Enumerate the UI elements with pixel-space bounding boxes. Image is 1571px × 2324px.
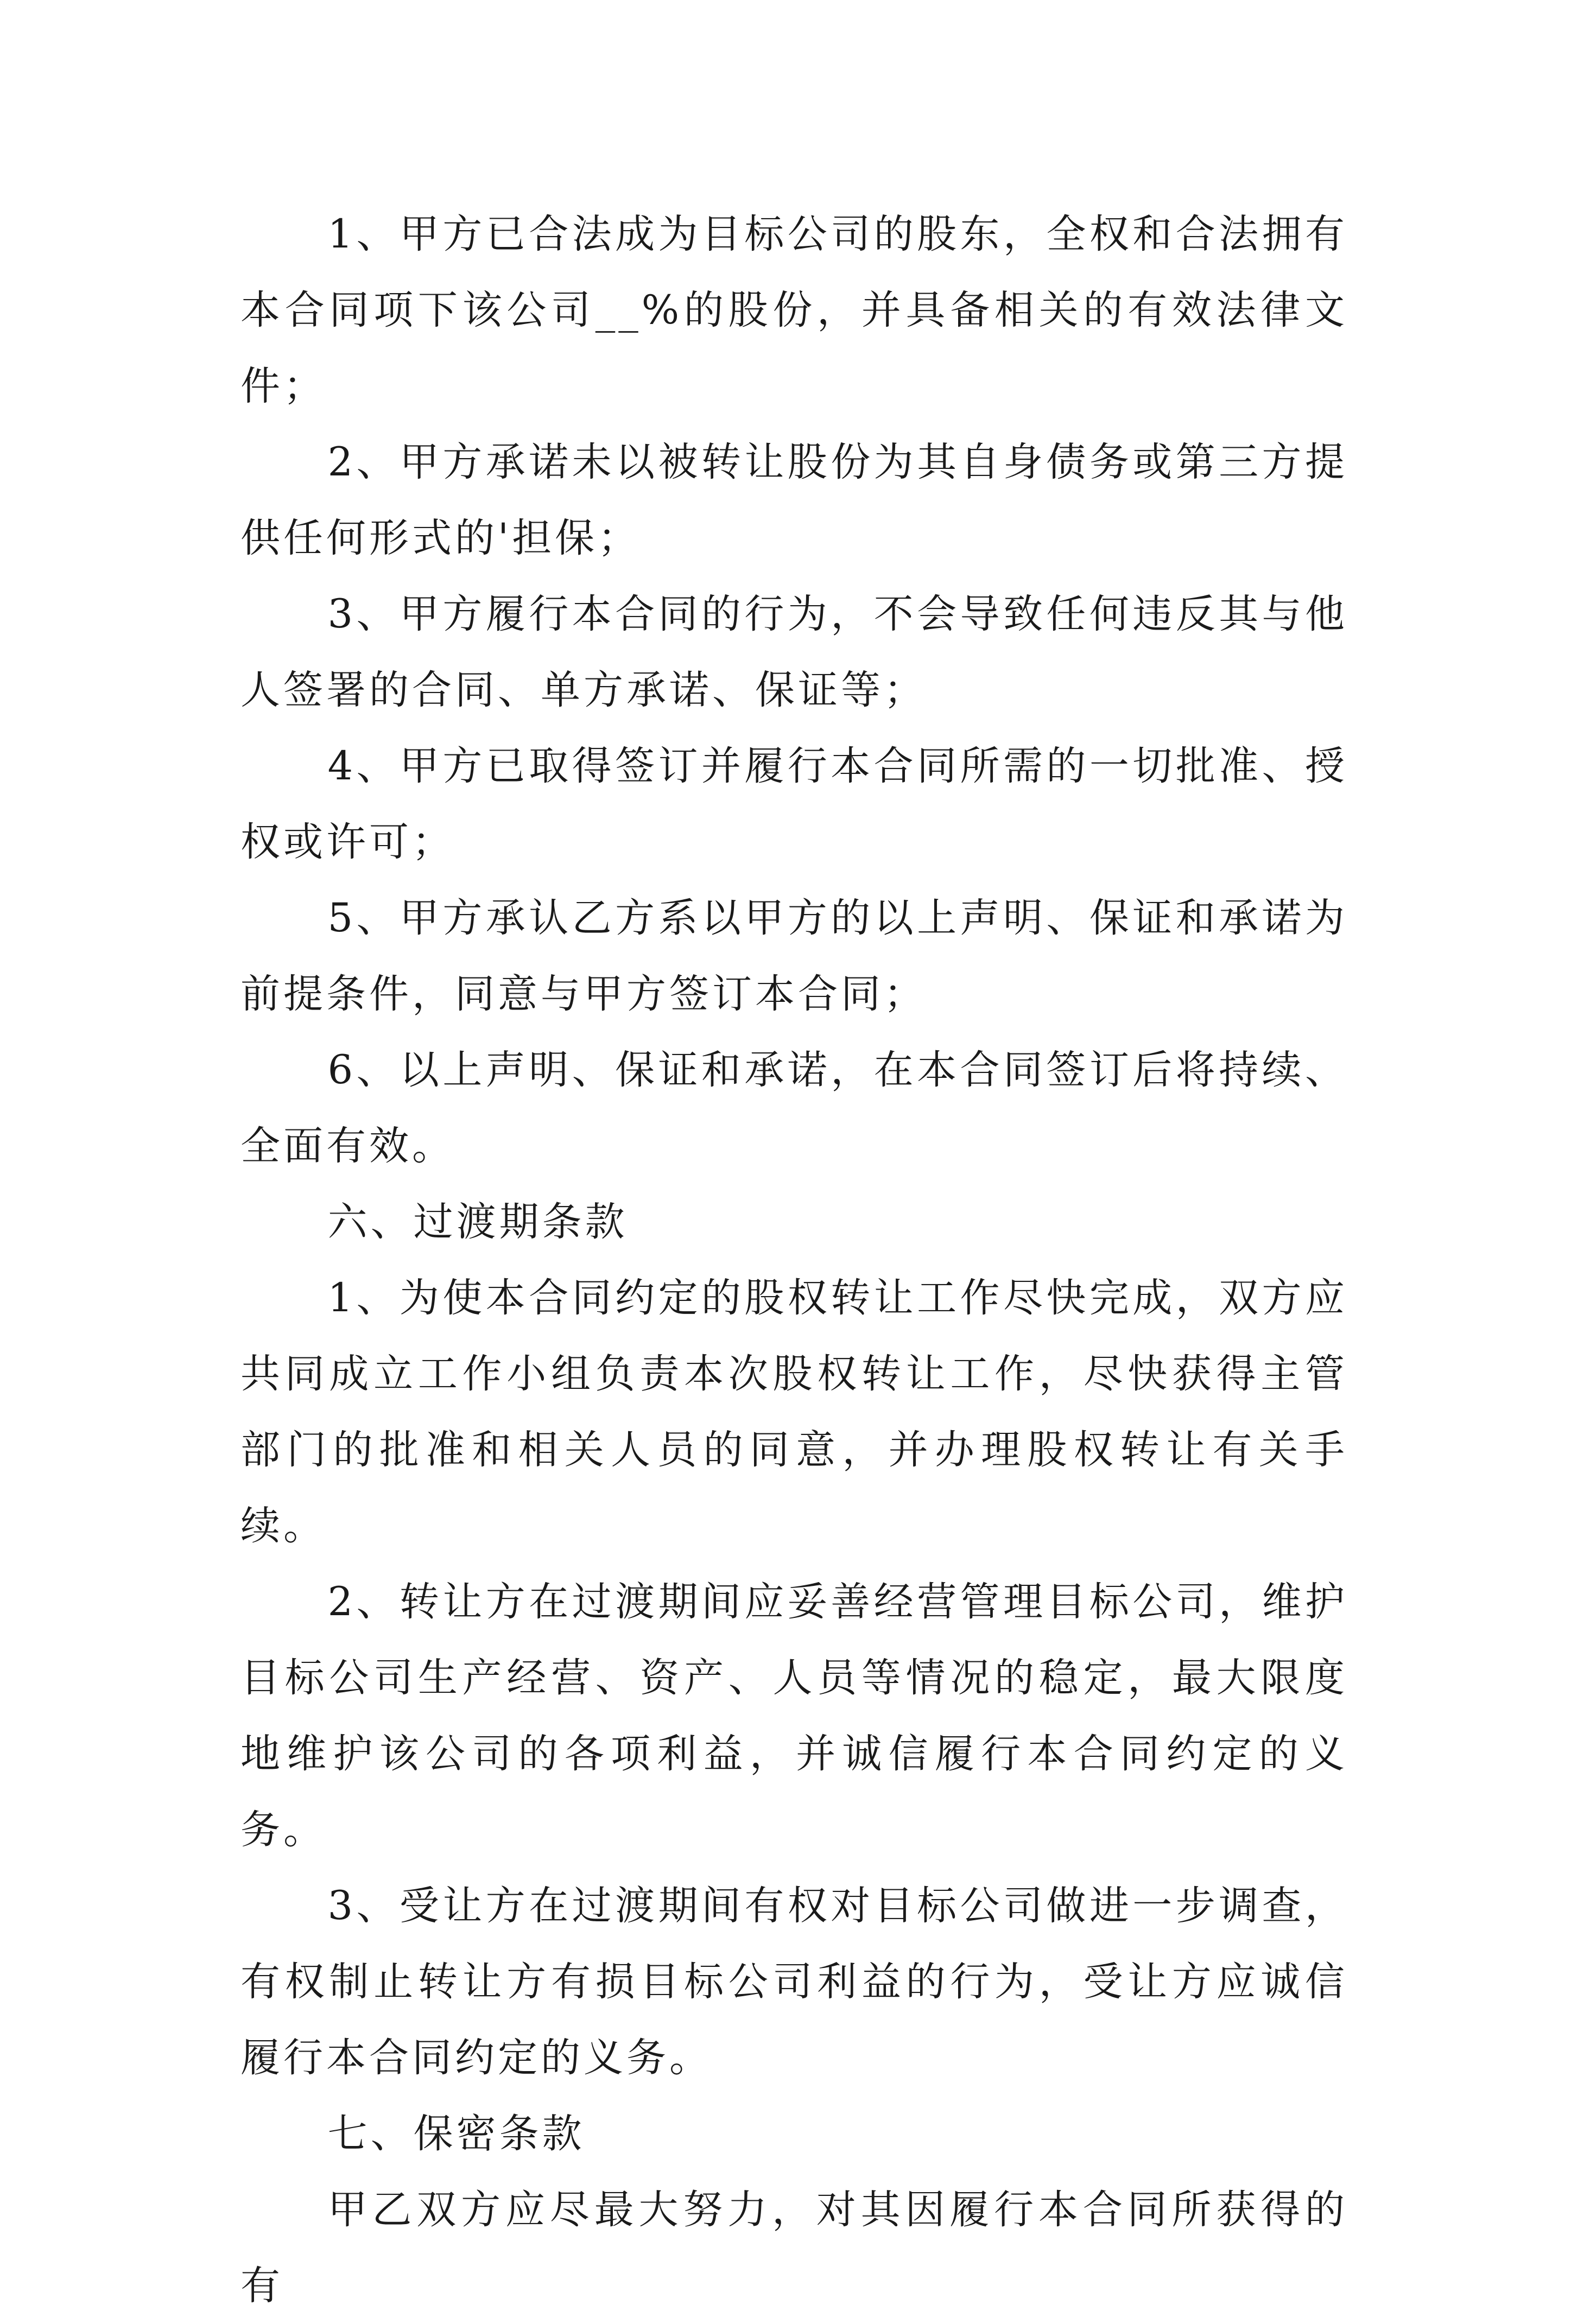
section-heading-confidentiality: 七、保密条款 [327,2111,585,2157]
document-body [240,196,1348,2324]
clause-4: 4、甲方已取得签订并履行本合同所需的一切批准、授权或许可； [240,743,1348,865]
confidentiality-clause: 甲乙双方应尽最大努力，对其因履行本合同所获得的有 [240,2187,1348,2309]
clause-2: 2、甲方承诺未以被转让股份为其自身债务或第三方提供任何形式的'担保； [240,439,1348,561]
clause-5: 5、甲方承认乙方系以甲方的以上声明、保证和承诺为前提条件，同意与甲方签订本合同； [240,895,1348,1017]
section-heading-transition: 六、过渡期条款 [327,1199,628,1245]
clause-6: 6、以上声明、保证和承诺，在本合同签订后将持续、全面有效。 [240,1047,1348,1169]
clause-1: 1、甲方已合法成为目标公司的股东，全权和合法拥有本合同项下该公司__%的股份，并具备相关的有效法律文件； [240,211,1348,409]
transition-clause-1: 1、为使本合同约定的股权转让工作尽快完成，双方应共同成立工作小组负责本次股权转让工作，尽快获得主管部门的批准和相关人员的同意，并办理股权转让有关手续。 [240,1275,1348,1549]
clause-3: 3、甲方履行本合同的行为，不会导致任何违反其与他人签署的合同、单方承诺、保证等； [240,591,1348,713]
transition-clause-2: 2、转让方在过渡期间应妥善经营管理目标公司，维护目标公司生产经营、资产、人员等情况的稳定，最大限度地维护该公司的各项利益，并诚信履行本合同约定的义务。 [240,1579,1348,1853]
transition-clause-3: 3、受让方在过渡期间有权对目标公司做进一步调查，有权制止转让方有损目标公司利益的行为，受让方应诚信履行本合同约定的义务。 [240,1883,1348,2081]
